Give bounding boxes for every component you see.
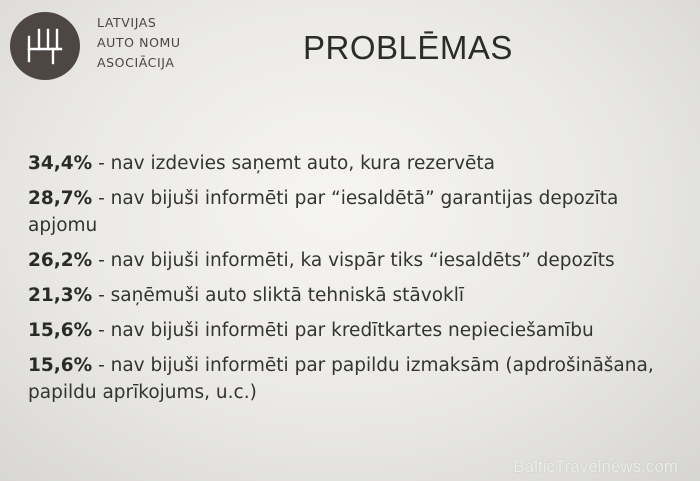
association-name-line-2: AUTO NOMU [97, 35, 181, 50]
item-text: - nav bijuši informēti par papildu izmaksām (apdrošināšana, papildu aprīkojums, u.c.) [28, 355, 654, 403]
item-percentage: 26,2% [28, 250, 93, 271]
item-percentage: 15,6% [28, 320, 93, 341]
watermark: BalticTravelnews.com [513, 457, 678, 476]
item-text: - nav bijuši informēti, ka vispār tiks “iesaldēts” depozīts [92, 250, 615, 271]
list-item [28, 317, 693, 344]
item-text: - nav bijuši informēti par “iesaldētā” garantijas depozīta apjomu [28, 188, 619, 236]
list-item [28, 150, 693, 177]
list-item [28, 247, 693, 274]
association-logo [10, 12, 80, 80]
item-percentage: 15,6% [28, 355, 93, 376]
item-percentage: 21,3% [28, 285, 93, 306]
association-name-line-3: ASOCIĀCIJA [97, 55, 175, 70]
list-item [28, 185, 693, 239]
item-percentage: 28,7% [28, 188, 93, 209]
item-text: - saņēmuši auto sliktā tehniskā stāvoklī [92, 285, 465, 306]
slide-title: PROBLĒMAS [303, 29, 513, 66]
association-name-line-1: LATVIJAS [97, 15, 157, 30]
list-item [28, 282, 693, 309]
item-text: - nav bijuši informēti par kredītkartes nepieciešamību [92, 320, 594, 341]
list-item [28, 352, 693, 406]
problems-list [28, 150, 693, 414]
association-name [97, 13, 181, 73]
item-text: - nav izdevies saņemt auto, kura rezervēta [92, 153, 496, 174]
logo-mark-icon [10, 12, 80, 80]
item-percentage: 34,4% [28, 153, 93, 174]
